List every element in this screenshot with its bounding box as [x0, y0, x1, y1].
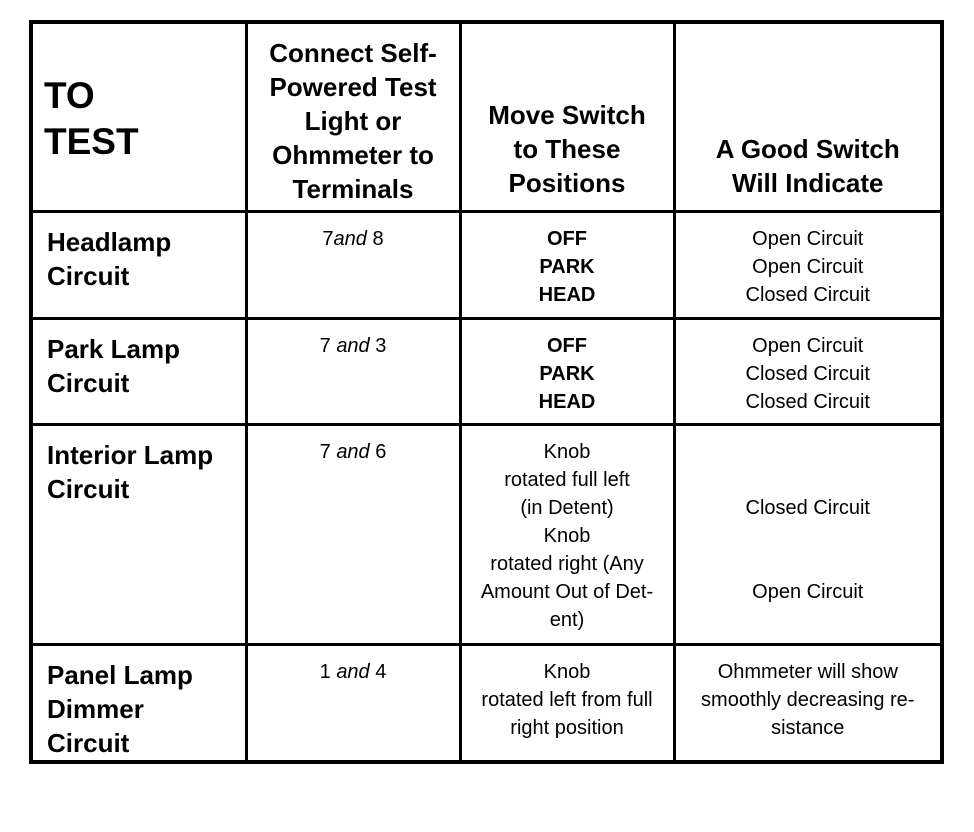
- position-item: rotated right (Any: [490, 552, 644, 575]
- header-move-line: Positions: [508, 167, 626, 198]
- table-row: [31, 318, 942, 424]
- position-item: OFF: [547, 334, 587, 357]
- terminal-and: and: [333, 227, 367, 250]
- positions-cell: [460, 318, 674, 424]
- positions-cell: [460, 644, 674, 762]
- circuit-label: [31, 318, 246, 424]
- circuit-label-line: Park Lamp: [47, 333, 180, 364]
- positions-cell: [460, 211, 674, 318]
- position-item: rotated full left: [504, 468, 630, 491]
- terminal-a: 7: [319, 334, 337, 357]
- indication-cell: [674, 211, 942, 318]
- switch-test-table: [29, 20, 944, 764]
- circuit-label-line: Circuit: [47, 260, 130, 291]
- position-item: PARK: [539, 255, 595, 278]
- indication-item: sistance: [771, 716, 845, 739]
- terminal-and: and: [336, 334, 370, 357]
- indication-item: Open Circuit: [752, 255, 864, 278]
- terminal-a: 1: [319, 660, 337, 683]
- terminals-cell: [246, 318, 460, 424]
- circuit-label-line: Headlamp: [47, 226, 172, 257]
- terminal-b: 8: [366, 227, 384, 250]
- terminals-cell: [246, 644, 460, 762]
- header-to-test-line: TEST: [44, 120, 139, 162]
- position-item: OFF: [547, 227, 587, 250]
- indication-cell: [674, 644, 942, 762]
- position-item: PARK: [539, 362, 595, 385]
- header-good-line: A Good Switch: [715, 133, 900, 164]
- header-connect-terminals: [246, 22, 460, 211]
- header-move-line: to These: [513, 133, 621, 164]
- terminal-and: and: [336, 660, 370, 683]
- position-item: HEAD: [538, 283, 596, 306]
- indication-cell: [674, 424, 942, 644]
- header-good-line: Will Indicate: [732, 167, 884, 198]
- indication-item: Open Circuit: [752, 227, 864, 250]
- header-connect-line: Ohmmeter to: [272, 140, 434, 170]
- terminal-b: 4: [369, 660, 387, 683]
- terminal-a: 7: [322, 227, 334, 250]
- indication-item: Closed Circuit: [745, 283, 870, 306]
- position-item: Knob: [543, 660, 591, 683]
- circuit-label-line: Interior Lamp: [47, 439, 214, 470]
- indication-item: Open Circuit: [752, 580, 864, 603]
- header-row: [31, 22, 942, 211]
- circuit-label-line: Circuit: [47, 367, 130, 398]
- terminals-cell: [246, 211, 460, 318]
- header-connect-line: Powered Test: [269, 72, 437, 102]
- indication-item: Ohmmeter will show: [717, 660, 898, 683]
- circuit-label-line: Dimmer: [47, 693, 144, 724]
- indication-item: Closed Circuit: [745, 390, 870, 413]
- indication-item: smoothly decreasing re-: [701, 688, 915, 711]
- circuit-label: [31, 424, 246, 644]
- table-row: [31, 424, 942, 644]
- header-move-switch: [460, 22, 674, 211]
- header-connect-line: Terminals: [292, 174, 414, 204]
- header-good-switch: [674, 22, 942, 211]
- circuit-label-line: Panel Lamp: [47, 659, 193, 690]
- terminals-cell: [246, 424, 460, 644]
- circuit-label: [31, 644, 246, 762]
- position-item: rotated left from full: [481, 688, 653, 711]
- circuit-label-line: Circuit: [47, 473, 130, 504]
- position-item: Knob: [543, 440, 591, 463]
- header-to-test-line: TO: [44, 74, 95, 116]
- indication-cell: [674, 318, 942, 424]
- terminal-a: 7: [319, 440, 337, 463]
- header-connect-line: Connect Self-: [269, 38, 437, 68]
- position-item: Knob: [543, 524, 591, 547]
- table-row: [31, 644, 942, 762]
- position-item: Amount Out of Det-: [480, 580, 654, 603]
- table-row: [31, 211, 942, 318]
- terminal-and: and: [336, 440, 370, 463]
- header-to-test: [31, 22, 246, 211]
- circuit-label-line: Circuit: [47, 727, 130, 758]
- terminal-b: 3: [369, 334, 387, 357]
- circuit-label: [31, 211, 246, 318]
- indication-item: Closed Circuit: [745, 362, 870, 385]
- header-move-line: Move Switch: [488, 99, 646, 130]
- position-item: ent): [549, 608, 585, 631]
- header-connect-line: Light or: [304, 106, 402, 136]
- position-item: HEAD: [538, 390, 596, 413]
- positions-cell: [460, 424, 674, 644]
- terminal-b: 6: [369, 440, 387, 463]
- indication-item: Open Circuit: [752, 334, 864, 357]
- position-item: (in Detent): [520, 496, 614, 519]
- indication-item: Closed Circuit: [745, 496, 870, 519]
- position-item: right position: [510, 716, 624, 739]
